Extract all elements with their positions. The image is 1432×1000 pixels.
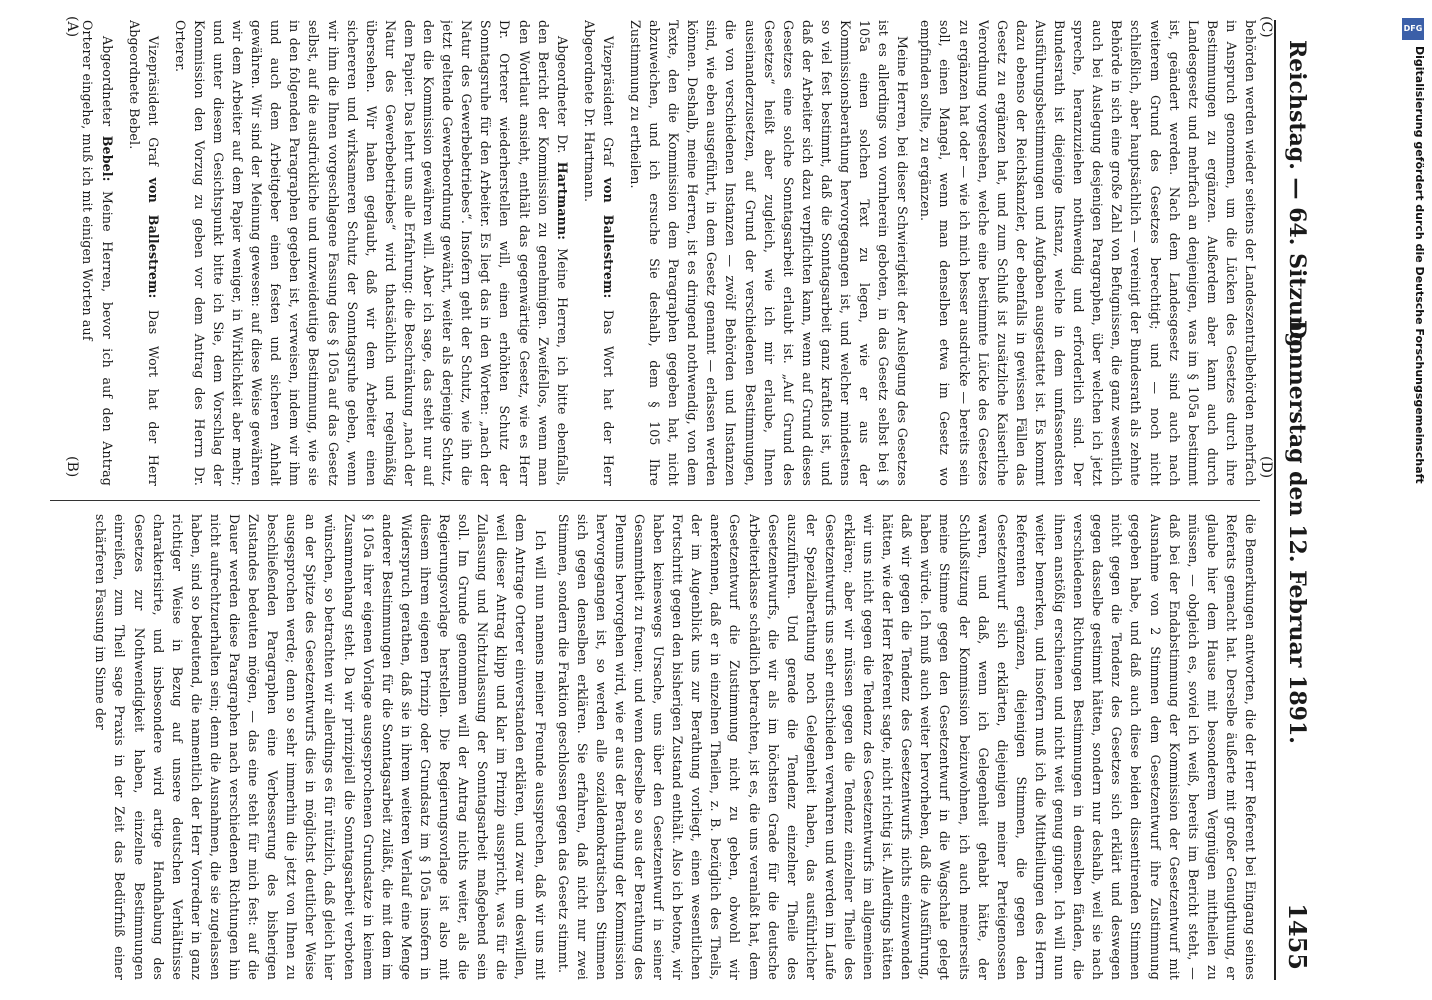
speech-text: Das Wort hat der Herr Abgeordnete Bebel.	[126, 20, 161, 486]
rotated-newspaper-page	[16, 16, 1316, 980]
paragraph: Meine Herren, bei dieser Schwierigkeit der Auslegung des Gesetzes ist es allerdings von vornherein geboten, in das Gesetz selbst bei § 105a einen solchen Text zu legen, wie er aus der Kommissionsberathung hervorgegangen ist, und welcher mindestens so viel fest bestimmt, daß die Sonntagsarbeit ganz kraftlos ist, und daß der Arbeiter sich dazu verpflichten kann, wenn auf Grund dieses Gesetzes eine solche Sonntagsarbeit erlaubt ist. „Auf Grund des Gesetzes“ heißt aber zugleich, wie ich mir erlaube, Ihnen auseinanderzusetzen, auf Grund der verschiedenen Bestimmungen, die von verschiedenen Instanzen — zwölf Behörden und Instanzen sind, wie eben ausgeführt, in dem Gesetz genannt — erlassen werden können. Deshalb, meine Herren, ist es dringend nothwendig, von dem Texte, den die Kommission dem Paragraphen gegeben hat, nicht abzuweichen, und ich ersuche Sie deshalb, dem § 105 Ihre Zustimmung zu ertheilen.	[628, 20, 911, 486]
speech-text: Meine Herren, ich bitte ebenfalls, den Bericht der Kommission zu genehmigen. Zweifellos, wenn man den Wortlaut ansieht, enthält das gegenwärtige Gesetz, wie es Herr Dr. Orterer wiederherstellen will, einen erhöhten Schutz der Sonntagsruhe für den Arbeiter. Es liegt das in den Worten: „nach der Natur des Gewerbebetriebes“. Insofern geht der Schutz, wie ihn die jetzt geltende Gewerbeordnung gewährt, weiter als derjenige Schutz, den die Kommission gewähren will. Aber ich sage, das steht nur auf dem Papier. Das lehrt uns alle Erfahrung: die Beschränkung „nach der Natur des Gewerbebetriebes“ wird thatsächlich und regelmäßig übersehen. Wir haben geglaubt, daß wir dem Arbeiter einen sichereren und wirksameren Schutz der Sonntagsruhe geben, wenn wir ihm die Ihnen vorgeschlagene Fassung des § 105a auf das Gesetz selbst, auf die ausdrückliche und unzweideutige Bestimmung, wie sie in den folgenden Paragraphen gegeben ist, verweisen, indem wir ihm und auch dem Arbeitgeber einen festen und sicheren Anhalt gewähren. Wir sind der Meinung gewesen: auf diese Weise gewähren wir dem Arbeiter auf dem Papier weniger, in Wirklichkeit aber mehr; und unter diesem Gesichtspunkt bitte ich Sie, dem Vorschlag der Kommission den Vorzug zu geben vor dem Antrag des Herrn Dr. Orterer.	[172, 20, 570, 486]
running-head-date: Donnerstag den 12. Februar 1891.	[1284, 320, 1310, 744]
speaker-role: Vizepräsident Graf	[600, 36, 616, 167]
speech-text: Meine Herren, bevor ich auf den Antrag Orterer eingehe, muß ich mit einigen Worten auf	[80, 20, 115, 486]
column-right	[50, 514, 1260, 980]
paragraph: die Bemerkungen antworten, die der Herr Referent bei Eingang seines Referats gemacht hat. Derselbe äußerte mit großer Genugthuung, er glaube hier dem Hause mit besonderem Vergnügen mittheilen zu müssen, — obgleich es, soviel ich weiß, bereits im Bericht steht, — daß bei der Endabstimmung der Kommission der Gesetzentwurf mit Ausnahme von 2 Stimmen dem Gesetzentwurf ihre Zustimmung gegeben habe, und daß auch diese beiden dissentirenden Stimmen nicht gegen die Tendenz des Gesetzes sich erklärt und deswegen gegen dasselbe gestimmt hätten, sondern nur deshalb, weil sie nach verschiedenen Richtungen Bestimmungen in demselben fänden, die ihnen anstößig erschienen und nicht weit genug gingen. Ich will nun weiter bemerken, und insofern muß ich die Mittheilungen des Herrn Referenten ergänzen, diejenigen Stimmen, die gegen den Gesetzentwurf sich erklärten, diejenigen meiner Parteigenossen waren, und daß, wenn ich Gelegenheit gehabt hätte, der Schlußsitzung der Kommission beizuwohnen, ich auch meinerseits meine Stimme gegen den Gesetzentwurf in die Wagschale gelegt haben würde. Ich muß auch weiter hervorheben, daß die Ausführung, daß wir gegen die Tendenz des Gesetzentwurfs nichts einzuwenden hätten, wie der Herr Referent sagte, nicht richtig ist. Allerdings hätten wir uns nicht gegen die Tendenz des Gesetzentwurfs im allgemeinen erklären; aber wir müssen gegen die Tendenz einzelner Theile des Gesetzentwurfs uns sehr entschieden verwahren und werden im Laufe der Spezialberathung noch Gelegenheit haben, das ausführlicher auszuführen. Und gerade die Tendenz einzelner Theile des Gesetzentwurfs, die wir als im höchsten Grade für die deutsche Arbeiterklasse schädlich betrachten, ist es, die uns veranlaßt hat, dem Gesetzentwurf die Zustimmung nicht zu geben, obwohl wir anerkennen, daß er in einzelnen Theilen, z. B. bezüglich des Theils, der im Augenblick uns zur Berathung vorliegt, einen wesentlichen Fortschritt gegen den bisherigen Zustand enthält. Also ich betone, wir haben keineswegs Ursache, uns über den Gesetzentwurf in seiner Gesammtheit zu freuen; und wenn derselbe so aus der Berathung des Plenums hervorgehen wird, wie er aus der Berathung der Kommission hervorgegangen ist, so werden alle sozialdemokratischen Stimmen sich gegen denselben erklären. Sie erfahren, daß nicht nur zwei Stimmen, sondern die Fraktion geschlossen gegen das Gesetz stimmt.	[555, 514, 1258, 980]
speaker-role: Abgeordneter	[99, 36, 115, 127]
paragraph: behörden werden wieder seitens der Landeszentralbehörden mehrfach in Anspruch genommen, um die Lücken des Gesetzes durch ihre Bestimmungen zu ergänzen. Außerdem aber kann auch durch Landesgesetz und mehrfach an denjenigen, was im § 105a bestimmt ist, geändert werden. Nach dem Landesgesetz sind auch nach weiterem Grund des Gesetzes berechtigt; und — noch nicht schließlich, aber hauptsächlich — vereinigt der Bundesrath als zehnte Behörde in sich eine große Zahl von Befugnissen, die ganz wesentlich auch bei Auslegung desjenigen Paragraphen, über welchen ich jetzt spreche, heranzuziehen nothwendig und erforderlich sind. Der Bundesrath ist diejenige Instanz, welche in dem umfassendsten Ausführungsbestimmungen und Aufgaben ausgestattet ist. Es kommt dazu ebenso der Reichskanzler, der ebenfalls in gewissen Fällen das Gesetz zu ergänzen hat, und zum Schluß ist zusätzliche Kaiserliche Verordnung vorgesehen, welche eine bestimmte Lücke des Gesetzes zu ergänzen hat oder — wie ich mich besser ausdrücke — bereits sein soll, einen Mangel, wenn man denselben etwa im Gesetz wo empfinden sollte, zu ergänzen.	[918, 20, 1258, 486]
column-rule	[50, 500, 1260, 501]
speaker-name: Hartmann:	[554, 161, 570, 241]
margin-mark-c: (C)	[1258, 16, 1274, 38]
paragraph: Ich will nun namens meiner Freunde aussprechen, daß wir uns mit dem Antrage Orterer einverstanden erklären, und zwar um deswillen, weil dieser Antrag klipp und klar im Prinzip ausspricht, was für die Zulassung und Nichtzulassung der Sonntagsarbeit maßgebend sein soll. Im Grunde genommen will der Antrag nichts weiter, als die Regierungsvorlage herstellen. Die Regierungsvorlage ist also mit diesem ihrem eigenen Prinzip oder Grundsatz im § 105a insofern in Widerspruch gerathen, daß sie in ihrem weiteren Verlauf eine Menge anderer Bestimmungen für die Sonntagsarbeit zuläßt, die mit dem im § 105a ihrer eigenen Vorlage ausgesprochenen Grundsatze in keinem Zusammenhang steht. Da wir prinzipiell die Sonntagsarbeit verboten wünschen, so betrachten wir allerdings es für nützlich, daß gleich hier an der Spitze des Gesetzentwurfs dies in möglichst deutlicher Weise ausgesprochen werde; denn so sehr immerhin die jetzt von Ihnen zu beschließenden Paragraphen eine Verbesserung des bisherigen Zustandes bedeuten mögen, — das eine steht für mich fest: auf die Dauer werden diese Paragraphen nach verschiedenen Richtungen hin nicht aufrechtzuerhalten sein; denn die Ausnahmen, die sie zugelassen haben, sind so bedeutend, die namentlich der Herr Vorredner in ganz richtiger Weise in Bezug auf unsere deutschen Verhältnisse charakterisirte, und insbesondere wird artige Handhabung des Gesetzes zur Nothwendigkeit haben, einzelne Bestimmungen einreißen, zum Theil sage Praxis in der Zeit das Bedürfniß einer schärferen Fassung im Sinne der	[93, 514, 548, 980]
page-number: 1455	[1283, 903, 1312, 970]
speech-text: Das Wort hat der Herr Abgeordnete Dr. Hartmann.	[581, 20, 616, 486]
speech-block	[78, 20, 116, 486]
speaker-name: von Ballestrem:	[145, 177, 161, 299]
running-head	[1274, 20, 1316, 980]
speaker-role: Vizepräsident Graf	[145, 36, 161, 167]
margin-mark-a: (A)	[64, 16, 80, 38]
running-head-left: Reichstag. — 64. Sitzung.	[1284, 40, 1310, 356]
speaker-role: Abgeordneter Dr.	[554, 36, 570, 154]
speaker-name: von Ballestrem:	[600, 177, 616, 299]
speech-block	[125, 20, 163, 486]
column-left	[50, 20, 1260, 486]
dfg-logo: DFG	[1402, 18, 1424, 40]
digitization-credit: Digitalisierung gefördert durch die Deutsche Forschungsgemeinschaft	[1413, 46, 1426, 484]
margin-mark-d: (D)	[1258, 456, 1274, 479]
margin-mark-b: (B)	[64, 456, 80, 478]
speech-block	[171, 20, 572, 486]
speech-block	[580, 20, 618, 486]
speaker-name: Bebel:	[99, 135, 115, 182]
dfg-watermark	[1396, 18, 1430, 678]
